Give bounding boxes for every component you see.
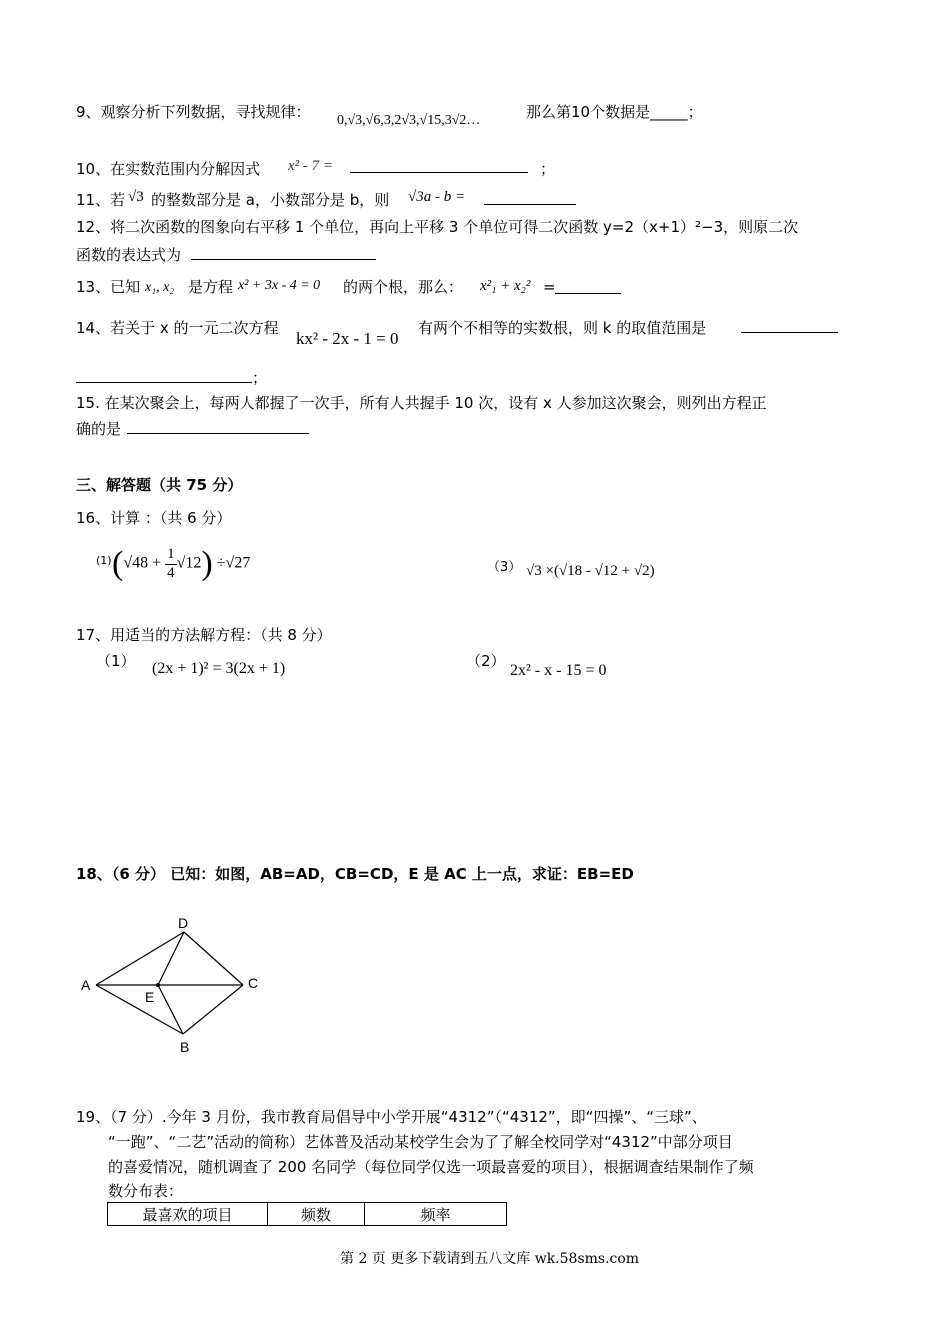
q11-sqrt3: √3 <box>128 189 144 205</box>
q16-p3-expression: √3 ×(√18 - √12 + √2) <box>526 563 655 579</box>
label-e: E <box>145 989 155 1005</box>
q18-geometry-figure <box>76 912 276 1062</box>
q16-p1-fraction: $\frac{1}{4}$ <box>167 546 175 581</box>
q13-text-a: 13、已知 <box>76 278 141 296</box>
q10-answer-blank[interactable] <box>350 158 528 173</box>
q17-p1-label: （1） <box>96 652 136 670</box>
segment-cb <box>183 985 243 1034</box>
q17-title: 17、用适当的方法解方程：（共 8 分） <box>76 626 332 644</box>
page-footer: 第 2 页 更多下载请到五八文库 wk.58sms.com <box>340 1251 640 1267</box>
q11-answer-blank[interactable] <box>484 190 576 205</box>
q10-tail: ； <box>540 160 556 178</box>
q13-text-c: 的两个根，那么： <box>343 278 464 296</box>
table-header-project: 最喜欢的项目 <box>108 1203 268 1226</box>
q13-tail: = <box>543 278 556 296</box>
q16-title: 16、计算 ：（共 6 分） <box>76 509 232 527</box>
q16-p1-label: (1) <box>96 554 112 567</box>
q14-tail: ； <box>252 369 268 387</box>
q9-text: 9、观察分析下列数据，寻找规律： <box>76 103 311 121</box>
point-e <box>156 983 160 987</box>
q19-line1: 19、（7 分）.今年 3 月份，我市教育局倡导中小学开展“4312”（“4312”，即“四操”、“三球”、 <box>76 1108 707 1126</box>
q19-line3: 的喜爱情况，随机调查了 200 名同学（每位同学仅选一项最喜爱的项目），根据调查结果制作了频 <box>108 1158 754 1176</box>
label-a: A <box>81 977 91 993</box>
q14-answer-blank-a[interactable] <box>741 318 838 333</box>
q13-expression: x²₁ + x₂² <box>480 278 531 294</box>
frequency-table <box>107 1202 507 1226</box>
q14-text-a: 14、若关于 x 的一元二次方程 <box>76 319 279 337</box>
q16-p3-label: （3） <box>487 560 522 575</box>
q17-p2-label: （2） <box>466 652 506 670</box>
q13-equation: x² + 3x - 4 = 0 <box>238 278 321 293</box>
label-c: C <box>248 975 259 991</box>
q13-text-b: 是方程 <box>188 278 234 296</box>
q14-equation: kx² - 2x - 1 = 0 <box>296 329 399 348</box>
q11-expression: √3a - b = <box>408 189 466 205</box>
table-header-rate: 频率 <box>365 1203 507 1226</box>
q17-p2-equation: 2x² - x - 15 = 0 <box>510 662 607 679</box>
q12-answer-blank[interactable] <box>191 245 376 260</box>
q18-title: 18、（6 分） 已知：如图，AB=AD，CB=CD，E 是 AC 上一点，求证：EB=ED <box>76 865 634 883</box>
q14-answer-blank-b[interactable] <box>76 368 252 383</box>
q14-text-b: 有两个不相等的实数根，则 k 的取值范围是 <box>418 319 707 337</box>
q10-text: 10、在实数范围内分解因式 <box>76 160 261 178</box>
q13-vars: x₁, x₂ <box>145 280 175 295</box>
segment-dc <box>184 932 243 985</box>
q16-p1-term-b: √12 <box>176 554 202 572</box>
label-b: B <box>180 1039 190 1055</box>
q17-p1-equation: (2x + 1)² = 3(2x + 1) <box>152 660 286 677</box>
q11-text-b: 的整数部分是 a，小数部分是 b，则 <box>151 191 390 209</box>
q15-answer-blank[interactable] <box>127 419 309 434</box>
section-title: 三、解答题（共 75 分） <box>76 476 243 494</box>
q15-line1: 15. 在某次聚会上，每两人都握了一次手，所有人共握手 10 次，设有 x 人参加这次聚会，则列出方程正 <box>76 394 767 412</box>
table-header-row <box>108 1203 507 1226</box>
q11-text-a: 11、若 <box>76 191 126 209</box>
q9-sequence: 0,√3,√6,3,2√3,√15,3√2… <box>337 113 481 128</box>
q10-expression: x² - 7 = <box>288 158 334 174</box>
q12-line1: 12、将二次函数的图象向右平移 1 个单位，再向上平移 3 个单位可得二次函数 y=2（x+1）²−3，则原二次 <box>76 218 799 236</box>
q15-line2: 确的是 <box>76 420 122 438</box>
label-d: D <box>178 915 189 931</box>
q16-p1-term-c: ÷√27 <box>216 554 251 572</box>
q16-p1-term-a: √48 <box>123 554 149 572</box>
q13-answer-blank[interactable] <box>555 279 621 294</box>
table-header-frequency: 频数 <box>268 1203 365 1226</box>
q19-line2: “一跑”、“二艺”活动的简称）艺体普及活动某校学生会为了了解全校同学对“4312”中部分项目 <box>108 1133 733 1151</box>
q19-line4: 数分布表： <box>108 1182 184 1200</box>
q16-p1-expression: (√48 + $\frac{1}{4}$ √12) ÷√27 <box>112 545 251 582</box>
q9-tail: 那么第10个数据是_____； <box>526 103 703 121</box>
q12-line2: 函数的表达式为 <box>76 246 182 264</box>
